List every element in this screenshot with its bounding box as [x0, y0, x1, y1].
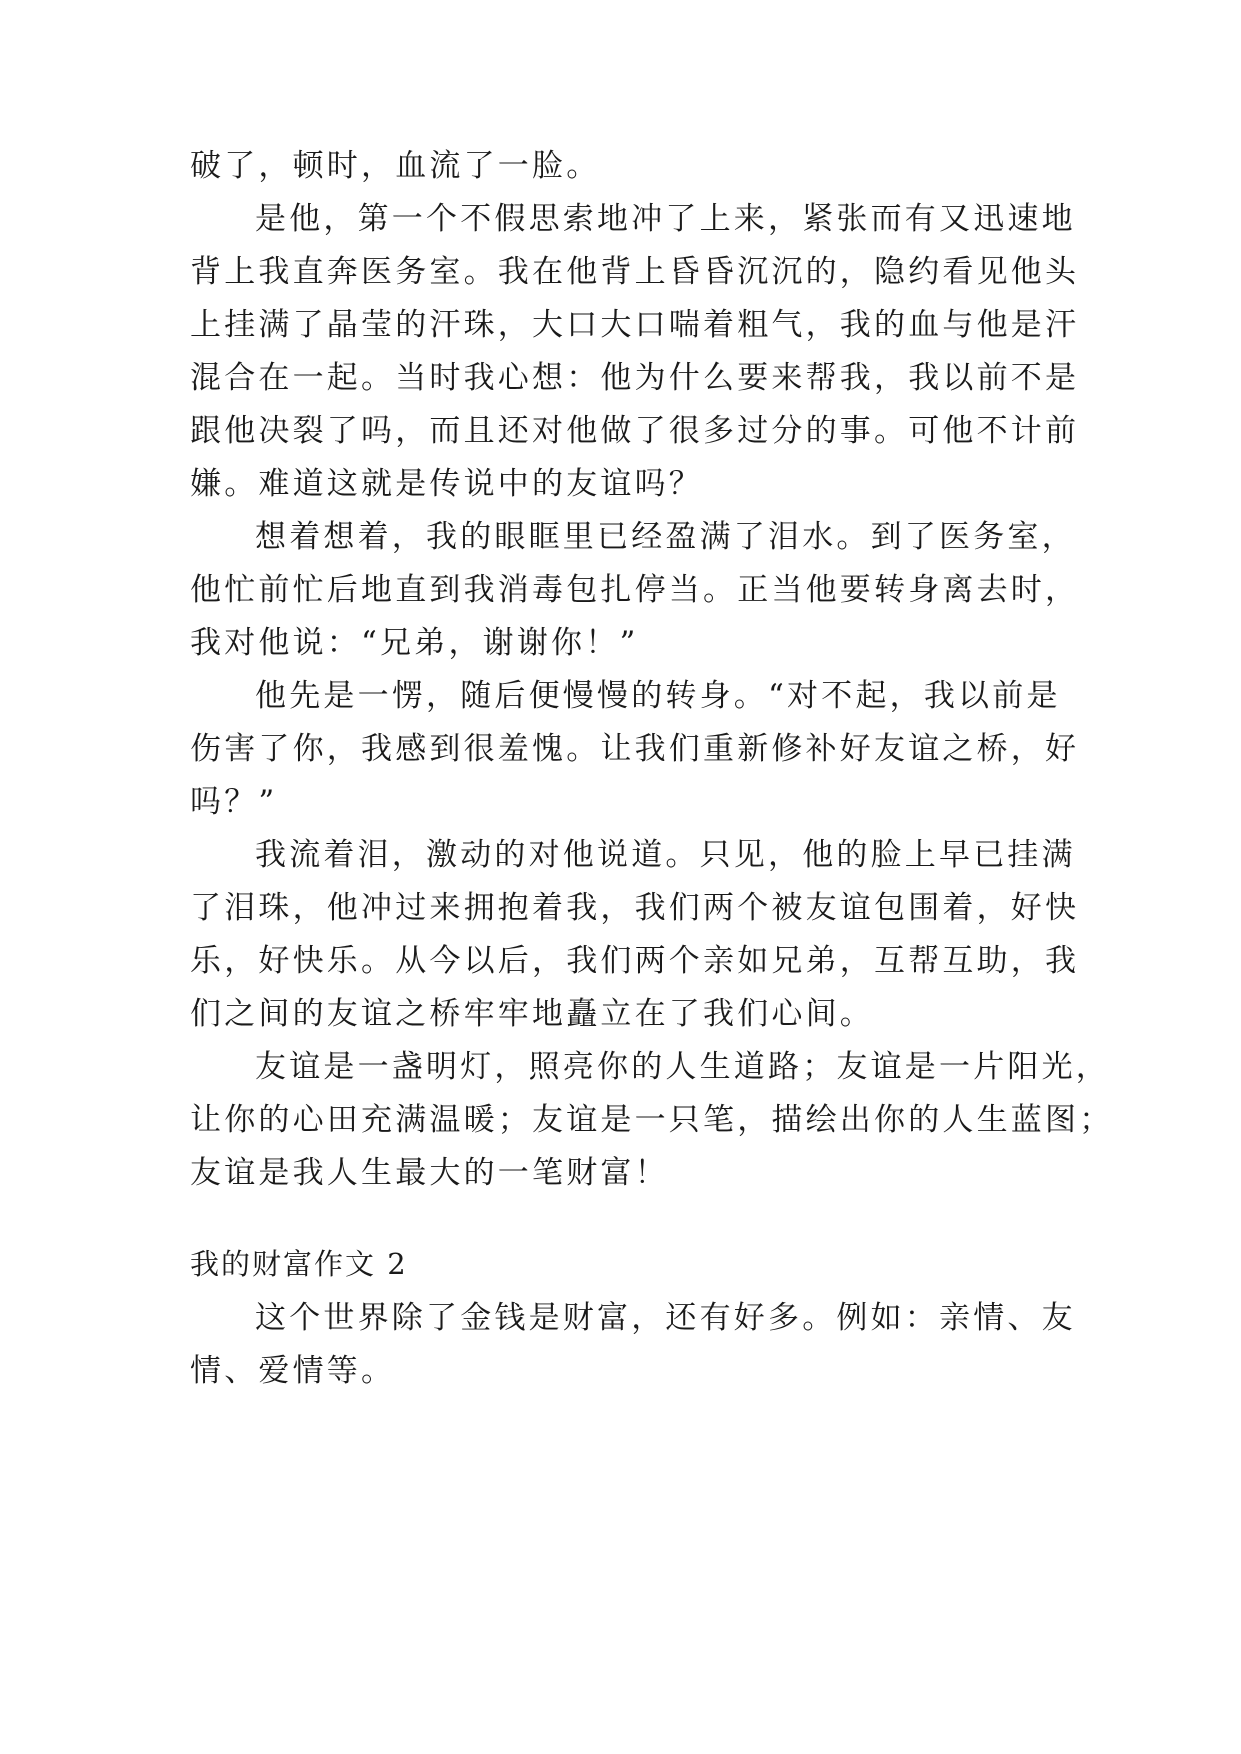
text-line: 上挂满了晶莹的汗珠，大口大口喘着粗气，我的血与他是汗	[190, 307, 1080, 343]
text-line: 跟他决裂了吗，而且还对他做了很多过分的事。可他不计前	[190, 413, 1080, 449]
paragraph-start-line: 想着想着，我的眼眶里已经盈满了泪水。到了医务室，	[255, 519, 1076, 555]
text-line: 背上我直奔医务室。我在他背上昏昏沉沉的，隐约看见他头	[190, 254, 1080, 290]
text-line: 伤害了你，我感到很羞愧。让我们重新修补好友谊之桥，好	[190, 731, 1080, 767]
text-line: 我对他说：“兄弟，谢谢你！”	[190, 625, 639, 661]
paragraph-start-line: 友谊是一盏明灯，照亮你的人生道路；友谊是一片阳光，	[255, 1049, 1110, 1085]
paragraph-start-line: 他先是一愣，随后便慢慢的转身。“对不起，我以前是	[255, 678, 1061, 714]
text-line: 混合在一起。当时我心想：他为什么要来帮我，我以前不是	[190, 360, 1080, 396]
section-heading: 我的财富作文 2	[190, 1247, 408, 1281]
text-line: 吗？”	[190, 784, 278, 820]
text-line: 让你的心田充满温暖；友谊是一只笔，描绘出你的人生蓝图；	[190, 1102, 1114, 1138]
text-line: 们之间的友谊之桥牢牢地矗立在了我们心间。	[190, 996, 874, 1032]
paragraph-start-line: 是他，第一个不假思索地冲了上来，紧张而有又迅速地	[255, 201, 1076, 237]
text-line: 友谊是我人生最大的一笔财富！	[190, 1155, 669, 1191]
paragraph-start-line: 这个世界除了金钱是财富，还有好多。例如：亲情、友	[255, 1300, 1076, 1336]
text-line: 情、爱情等。	[190, 1353, 396, 1389]
text-line: 嫌。难道这就是传说中的友谊吗？	[190, 466, 703, 502]
text-line: 乐，好快乐。从今以后，我们两个亲如兄弟，互帮互助，我	[190, 943, 1080, 979]
text-line: 他忙前忙后地直到我消毒包扎停当。正当他要转身离去时，	[190, 572, 1080, 608]
paragraph-start-line: 我流着泪，激动的对他说道。只见，他的脸上早已挂满	[255, 837, 1076, 873]
text-line: 了泪珠，他冲过来拥抱着我，我们两个被友谊包围着，好快	[190, 890, 1080, 926]
text-line: 破了，顿时，血流了一脸。	[190, 148, 601, 184]
